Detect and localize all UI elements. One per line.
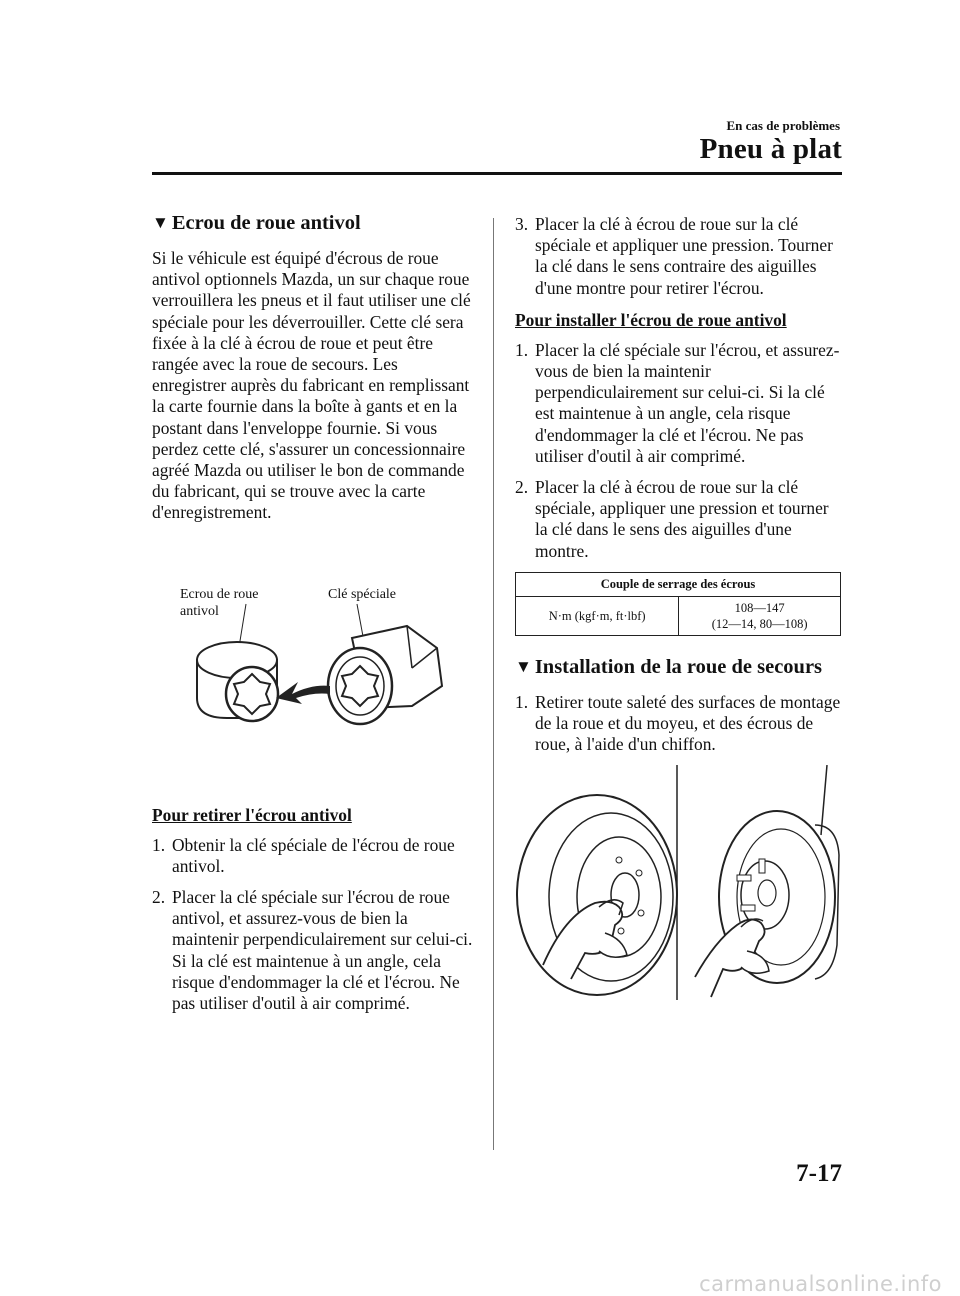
page-title: Pneu à plat — [699, 133, 842, 165]
figure-label-nut-line2: antivol — [180, 603, 219, 619]
intro-paragraph: Si le véhicule est équipé d'écrous de roue antivol optionnels Mazda, un sur chaque roue verrouillera les pneus et il faut utiliser une clé spéciale pour les déverrouiller. Cette clé sera fixée à la clé à écrou de roue et peut être rangée avec la roue de secours. Les enregistrer auprès du fabricant en remplissant la carte fournie dans la boîte à gants et en la postant dans l'enveloppe fournie. Si vous perdez cette clé, s'assurer un concessionnaire agréé Mazda ou utiliser le bon de commande du fabricant, qui se trouve avec la carte d'enregistrement. — [152, 248, 471, 523]
triangle-bullet-icon: ▼ — [515, 656, 532, 676]
step-number: 2. — [152, 887, 166, 908]
torque-value-line2: (12―14, 80―108) — [711, 616, 808, 631]
figure-lug-nut-key — [152, 568, 474, 778]
left-column — [152, 210, 474, 1024]
section-heading-spare-install — [515, 654, 845, 680]
page-number: 7-17 — [796, 1160, 842, 1187]
heading-text: Ecrou de roue antivol — [171, 212, 361, 234]
heading-text: Installation de la roue de secours — [534, 655, 823, 678]
remove-steps-continued — [515, 214, 845, 299]
step-number: 3. — [515, 214, 529, 234]
section-label: En cas de problèmes — [726, 118, 840, 133]
watermark-text: carmanualsonline.info — [699, 1272, 942, 1296]
install-steps-list — [515, 340, 845, 562]
torque-value-cell — [679, 596, 841, 635]
remove-steps-list — [152, 835, 474, 1015]
subheading-remove: Pour retirer l'écrou antivol — [152, 804, 352, 825]
header-rule — [152, 172, 842, 175]
step-number: 1. — [152, 834, 166, 855]
spare-steps-list — [515, 692, 845, 756]
figure-label-key: Clé spéciale — [328, 586, 397, 602]
lug-nut-key-illustration — [152, 568, 474, 778]
list-item — [152, 835, 474, 877]
right-column — [515, 210, 845, 1005]
torque-unit-cell: N·m (kgf·m, ft·lbf) — [516, 596, 679, 635]
step-text: Placer la clé spéciale sur l'écrou, et assurez-vous de bien la maintenir perpendiculairement sur celui-ci. Si la clé est maintenue à un angle, cela risque d'endommager la clé et l'écrou. Ne pas utiliser d'outil à air comprimé. — [535, 339, 840, 466]
step-text: Placer la clé spéciale sur l'écrou de roue antivol, et assurez-vous de bien la maintenir perpendiculairement sur celui-ci. Si la clé est maintenue à un angle, cela risque d'endommager la clé et l'écrou. Ne pas utiliser d'outil à air comprimé. — [172, 887, 473, 1014]
torque-value-line1: 108―147 — [734, 600, 785, 615]
list-item — [515, 340, 845, 467]
torque-table — [515, 572, 841, 636]
subheading-install: Pour installer l'écrou de roue antivol — [515, 309, 787, 330]
list-item — [515, 477, 845, 562]
section-heading-antitheft-nut — [152, 210, 474, 236]
step-number: 1. — [515, 691, 529, 712]
triangle-bullet-icon: ▼ — [152, 213, 169, 232]
list-item — [152, 887, 474, 1014]
list-item — [515, 692, 845, 756]
column-divider — [493, 218, 494, 1150]
step-number: 2. — [515, 477, 529, 498]
step-text: Placer la clé à écrou de roue sur la clé spéciale et appliquer une pression. Tourner la clé dans le sens contraire des aiguilles d'une montre pour retirer l'écrou. — [535, 214, 833, 298]
list-item — [515, 214, 845, 299]
step-text: Obtenir la clé spéciale de l'écrou de roue antivol. — [172, 834, 455, 876]
wheel-hub-cleaning-illustration — [515, 765, 845, 1005]
step-text: Retirer toute saleté des surfaces de montage de la roue et du moyeu, et des écrous de roue, à l'aide d'un chiffon. — [535, 691, 841, 755]
torque-table-header: Couple de serrage des écrous — [516, 572, 841, 596]
step-number: 1. — [515, 339, 529, 360]
figure-label-nut-line1: Ecrou de roue — [180, 586, 259, 602]
step-text: Placer la clé à écrou de roue sur la clé spéciale, appliquer une pression et tourner la clé dans le sens des aiguilles d'une montre. — [535, 477, 829, 561]
